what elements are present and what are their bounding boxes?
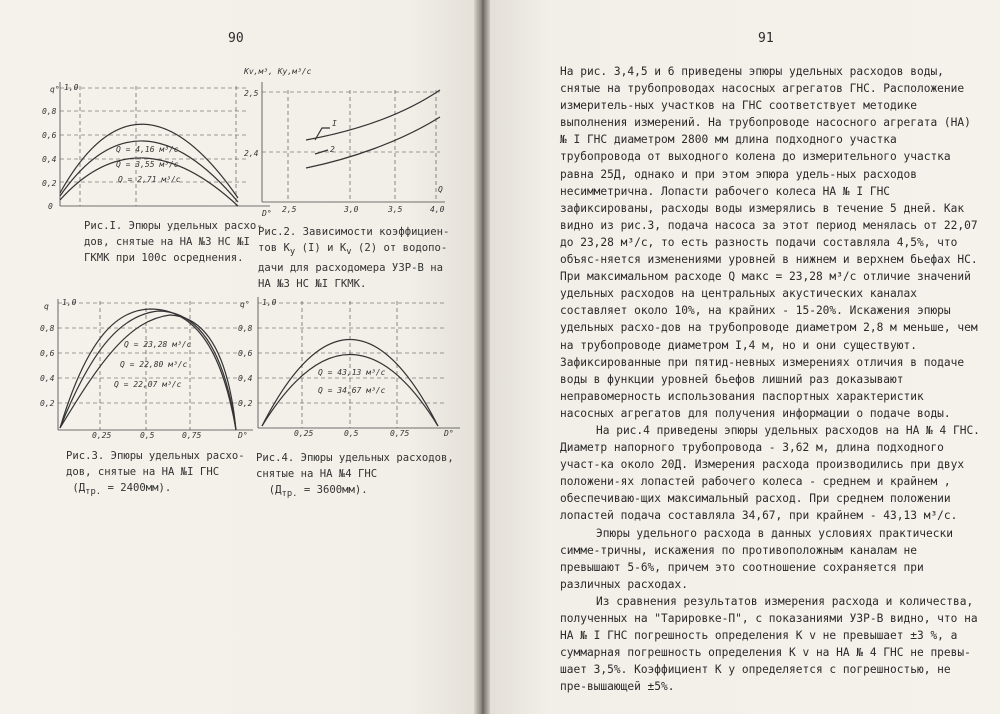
fig2-curve-label: 2 [330, 145, 335, 154]
fig4-ytick: 1,0 [262, 298, 277, 307]
fig2-xtick: 2,5 [282, 205, 297, 214]
fig1-series-label: Q = 4,16 м³/c [116, 145, 179, 154]
fig1-ytick: 0,6 [42, 131, 57, 140]
fig3-ytick: 0,4 [40, 374, 55, 383]
fig4-series-label: Q = 34,67 м³/c [318, 386, 386, 395]
fig4-ytick: 0,2 [238, 399, 253, 408]
fig3-series-label: Q = 22,07 м³/c [114, 380, 182, 389]
right-page-body [560, 63, 980, 695]
right-page-number: 91 [758, 31, 774, 46]
figure-4 [232, 293, 467, 442]
fig3-ytick: 0,6 [40, 349, 55, 358]
fig2-curve-label: I [332, 119, 337, 128]
fig3-x-axis: D° [238, 431, 248, 440]
paragraph: На рис.4 приведены эпюры удельных расходов на НА № 4 ГНС. Диаметр напорного трубопровода - 3,62 м, длина подходного участ-ка около 20Д. Измерения расхода производились при двух положени-ях лопастей рабочего колеса - среднем и крайнем , обеспечиваю-щих максимальный расход. При среднем положении лопастей подача составляла 34,67, при крайнем - 43,13 м³/с. [560, 423, 980, 523]
fig1-x-origin: 0 [48, 202, 53, 211]
fig2-xtick: 3,5 [388, 205, 403, 214]
paragraph: На рис. 3,4,5 и 6 приведены эпюры удельных расходов воды, снятые на трубопроводах насосных агрегатов ГНС. Расположение измеритель-ных участков на ГНС соответствует методике выполнения измерений. На трубопроводе насосного агрегата (НА) № I ГНС диаметром 2800 мм длина подходного участка трубопровода от выходного колена до измерительного участка равна 25Д, однако и при этом эпюра удель-ных расходов несимметрична. Лопасти рабочего колеса НА № I ГНС зафиксированы, расходы воды измерялись в течение 5 дней. Как видно из рис.3, подача насоса за этот период менялась от 22,07 до 23,28 м³/с, то есть разность подачи составляла 4,5%, что объяс-няется изменениями уровней в нижнем и верхнем бьефах НС. При максимальном расходе Q макс = 23,28 м³/с отличие значений удельных расходов на центральных акустических каналах составляет около 10%, на крайних - 15-20%. Искажения эпюры удельных расхо-дов на трубопроводе диаметром 2,8 м меньше, чем на трубопроводе диаметром I,4 м, но и они существуют. Зафиксированные при пятид-невных измерениях отличия в подаче воды в функции уровней бьефов лишний раз доказывают неправомерность использования паспортных характеристик насосных агрегатов для получения информации о подаче воды. [560, 65, 978, 420]
fig3-y-axis: q [44, 302, 49, 311]
paragraph: Из сравнения результатов измерения расхода и количества, полученных на "Тарировке-П", с показаниями УЗР-В видно, что на НА № I ГНС погрешность определения К v не превышает ±3 %, а суммарная погрешность определения К v на НА № 4 ГНС не превы-шает 3,5%. Коэффициент К у определяется с погрешностью, не пре-вышающей ±5%. [560, 594, 978, 694]
fig1-caption: Рис.I. Эпюры удельных расхо- дов, снятые на НА №3 НС №I ГКМК при 100с осреднения. [84, 220, 263, 264]
fig4-ytick: 0,6 [238, 349, 253, 358]
fig4-caption: Рис.4. Эпюры удельных расходов, снятые на НА №4 ГНС $(Д_{тр.} = 3600мм)$. [256, 452, 454, 500]
fig3-caption: Рис.3. Эпюры удельных расхо- дов, снятые на НА №I ГНС $(Д_{тр.} = 2400мм)$. [66, 450, 245, 498]
fig4-xtick: 0,75 [390, 429, 410, 438]
fig2-ytick: 2,4 [244, 149, 259, 158]
left-page-number: 90 [228, 31, 244, 46]
fig3-ytick: 1,0 [62, 298, 77, 307]
fig1-y-axis: q° [50, 85, 60, 94]
fig1-ytick: 0,4 [42, 155, 57, 164]
fig2-x-axis: Q [438, 185, 443, 194]
fig4-ytick: 0,8 [238, 324, 253, 333]
fig4-ytick: 0,4 [238, 374, 253, 383]
fig1-ytick: 0,2 [42, 179, 57, 188]
fig2-xtick: 3,0 [344, 205, 359, 214]
book-gutter [474, 0, 490, 714]
fig4-x-axis: D° [444, 429, 454, 438]
fig4-xtick: 0,5 [344, 429, 359, 438]
fig2-ytick: 2,5 [244, 89, 259, 98]
fig3-xtick: 0,75 [182, 431, 202, 440]
fig1-ytick: 0,8 [42, 107, 57, 116]
fig1-series-label: Q = 2,71 м³/c [118, 175, 181, 184]
fig3-ytick: 0,8 [40, 324, 55, 333]
fig3-xtick: 0,5 [140, 431, 155, 440]
fig2-xtick: 4,0 [430, 205, 445, 214]
fig3-xtick: 0,25 [92, 431, 112, 440]
paragraph: Эпюры удельного расхода в данных условиях практически симме-тричны, искажения по противоположным каналам не превышают 5-6%, причем это соотношение сохраняется при различных расходах. [560, 526, 953, 591]
fig1-x-axis: D° [262, 209, 272, 218]
fig4-y-axis: q° [240, 300, 250, 309]
fig3-series-label: Q = 22,80 м³/c [120, 360, 188, 369]
fig2-caption: Рис.2. Зависимости коэффициен- тов $К_у$ (I) и $К_v$ (2) от водопо- дачи для расходомера УЗР-В на НА №3 НС №I ГКМК. [258, 226, 450, 291]
fig4-series-label: Q = 43,13 м³/c [318, 368, 386, 377]
fig1-series-label: Q = 3,55 м³/c [116, 160, 179, 169]
fig4-xtick: 0,25 [294, 429, 314, 438]
fig3-ytick: 0,2 [40, 399, 55, 408]
fig1-ytick: 1,0 [64, 83, 79, 92]
figure-2 [240, 62, 450, 226]
fig3-series-label: Q = 23,28 м³/c [124, 340, 192, 349]
fig2-y-axis: Kv,м³, Ку,м³/с [244, 67, 312, 76]
figure-3 [38, 295, 258, 444]
